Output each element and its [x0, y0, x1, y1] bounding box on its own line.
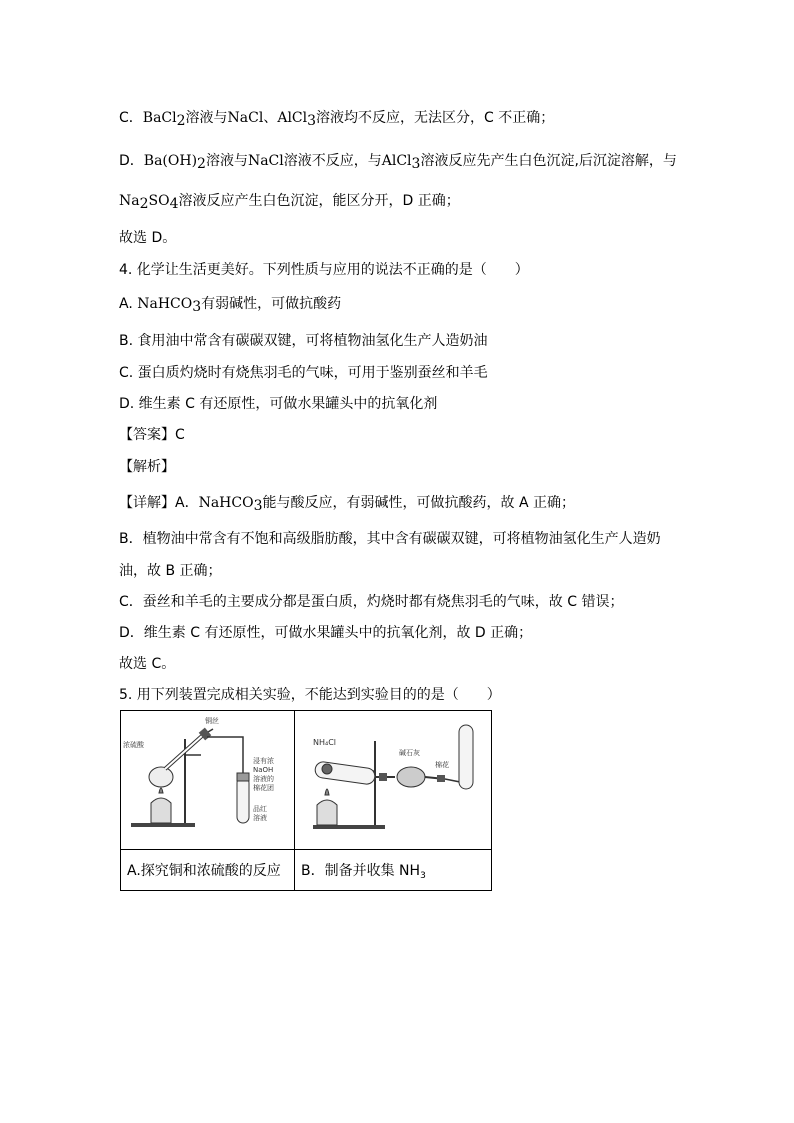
- q5-stem: 5. 用下列装置完成相关实验，不能达到实验目的的是（ ）: [119, 687, 501, 703]
- fig-b-ammonia-apparatus: [295, 711, 491, 845]
- burner-icon: [151, 798, 171, 823]
- q4-detail-b-line2: 油，故 B 正确；: [119, 563, 222, 579]
- q4-option-c: C. 蛋白质灼烧时有烧焦羽毛的气味，可用于鉴别蚕丝和羊毛: [119, 365, 488, 381]
- q4-detail-c: C．蚕丝和羊毛的主要成分都是蛋白质，灼烧时都有烧焦羽毛的气味，故 C 错误；: [119, 594, 624, 610]
- label-soda-lime: 碱石灰: [399, 749, 420, 757]
- q4-choice: 故选 C。: [119, 656, 176, 672]
- fig-a-cell: [121, 711, 295, 850]
- label-magenta-1: 品红: [253, 805, 267, 813]
- prev-choice: 故选 D。: [119, 230, 177, 246]
- burner-icon: [317, 800, 337, 825]
- prev-option-c: C．BaCl$_2$溶液与NaCl、AlCl$_3$溶液均不反应，无法区分，C 不正确；: [119, 110, 555, 129]
- label-copper: 铜丝: [205, 717, 219, 725]
- label-nh4cl: NH₄Cl: [313, 738, 337, 747]
- label-acid: 浓硫酸: [123, 741, 144, 749]
- q4-option-b: B. 食用油中常含有碳碳双键，可将植物油氢化生产人造奶油: [119, 333, 488, 349]
- q4-detail-d: D．维生素 C 有还原性，可做水果罐头中的抗氧化剂，故 D 正确；: [119, 625, 533, 641]
- q4-answer: 【答案】C: [119, 427, 185, 443]
- fig-a-copper-sulfuric-apparatus: [121, 711, 294, 845]
- prev-option-d-line1: D．$Ba(OH)_2$溶液与NaCl溶液不反应，与AlCl$_3$溶液反应先产生白色沉淀,后沉淀溶解，与: [119, 153, 677, 172]
- flask-icon: [149, 767, 173, 787]
- label-naoh-1: 浸有浓: [253, 757, 274, 765]
- caption-a: A.探究铜和浓硫酸的反应: [121, 850, 295, 891]
- label-naoh-2: NaOH: [253, 766, 274, 774]
- caption-b: B．制备并收集 $NH_3$: [295, 850, 492, 891]
- q5-apparatus-table: [120, 710, 492, 891]
- q4-detail-b-line1: B．植物油中常含有不饱和高级脂肪酸，其中含有碳碳双键，可将植物油氢化生产人造奶: [119, 531, 661, 547]
- q4-detail-a: 【详解】A．NaHCO$_3$能与酸反应，有弱碱性，可做抗酸药，故 A 正确；: [119, 495, 575, 514]
- fig-b-cell: [295, 711, 492, 850]
- q4-option-d: D. 维生素 C 有还原性，可做水果罐头中的抗氧化剂: [119, 396, 438, 412]
- stand-base: [131, 823, 195, 827]
- q4-stem: 4. 化学让生活更美好。下列性质与应用的说法不正确的是（ ）: [119, 262, 529, 278]
- label-naoh-3: 溶液的: [253, 775, 274, 783]
- label-cotton: 棉花: [435, 761, 449, 769]
- collection-tube-icon: [459, 725, 473, 789]
- label-magenta-2: 溶液: [253, 814, 267, 822]
- prev-option-d-line2: $Na_2SO_4$溶液反应产生白色沉淀，能区分开，D 正确；: [119, 193, 460, 212]
- q4-option-a: A. NaHCO$_3$有弱碱性，可做抗酸药: [119, 296, 342, 315]
- q4-analysis-heading: 【解析】: [119, 459, 175, 475]
- drying-tube-icon: [397, 767, 425, 787]
- label-naoh-4: 棉花团: [253, 784, 274, 792]
- test-tube-icon: [237, 777, 249, 823]
